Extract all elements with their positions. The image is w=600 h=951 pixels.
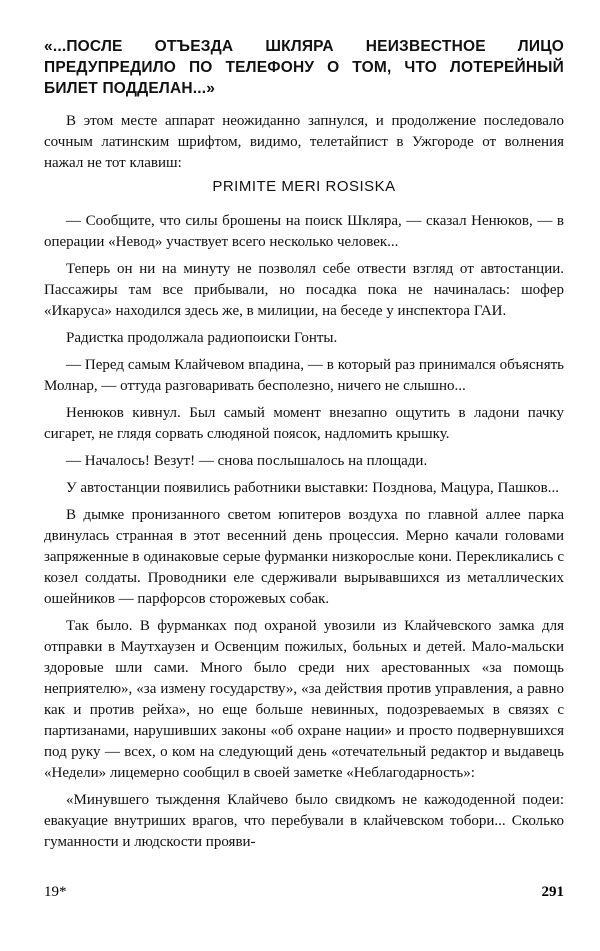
page-footer	[44, 884, 564, 908]
paragraph-7: — Началось! Везут! — снова послышалось на площади.	[66, 453, 428, 469]
paragraph-6: Ненюков кивнул. Был самый момент внезапно ощутить в ладони пачку сигарет, не глядя сорвать слюдяной поясок, надломить крышку.	[44, 405, 564, 442]
paragraph-1: В этом месте аппарат неожиданно запнулся, и продолжение последовало сочным латинским шрифтом, видимо, телетайпист в Ужгороде от волнения нажал не тот клавиш:	[44, 113, 564, 171]
paragraph-9: В дымке пронизанного светом юпитеров воздуха по главной аллее парка двинулась странная в этот весенний день процессия. Мерно качали головами запряженные в одинаковые серые фурманки низкорослые кони. Перекликались с козел солдаты. Проводники еле сдерживали вырывавшихся из металлических ошейников — парфорсов сторожевых собак.	[44, 507, 564, 607]
paragraph-8: У автостанции появились работники выставки: Позднова, Мацура, Пашков...	[66, 480, 559, 496]
paragraph-2: — Сообщите, что силы брошены на поиск Шкляра, — сказал Ненюков, — в операции «Невод» участвует всего несколько человек...	[44, 213, 564, 250]
teletype-line: PRIMITE MERI ROSISKA	[212, 178, 396, 195]
paragraph-11: «Минувшего тыждення Клайчево было свидкомъ не кажододенной подеи: евакуацие внутриших врагов, что перебували в клайчевском тобори... Сколько гуманности и людскости прояви-	[44, 792, 564, 850]
paragraph-5: — Перед самым Клайчевом впадина, — в который раз принимался объяснять Молнар, — оттуда разговаривать бесполезно, ничего не слышно...	[44, 357, 564, 394]
signature-mark: 19*	[44, 884, 67, 900]
paragraph-4: Радистка продолжала радиопоиски Гонты.	[66, 330, 338, 346]
page-body	[44, 36, 564, 853]
paragraph-10: Так было. В фурманках под охраной увозили из Клайчевского замка для отправки в Маутхаузен и Освенцим пожилых, больных и детей. Мало-мальски здоровые шли сами. Много было среди них арестованных «за помощь неприятелю», «за измену государству», «за действия против управления, а равно как и против рейха», но еще больше невинных, подозреваемых в связях с партизанами, нарушивших законы «об охране нации» и просто подвернувшихся под руку — всех, о ком на следующий день «отечательный редактор и выдавець «Недели» лицемерно сообщил в своей заметке «Неблагодарность»:	[44, 618, 564, 781]
paragraph-3: Теперь он ни на минуту не позволял себе отвести взгляд от автостанции. Пассажиры там все прибывали, но посадка пока не начиналась: шофер «Икаруса» находился здесь же, в милиции, на беседе у инспектора ГАИ.	[44, 261, 564, 319]
page-number: 291	[541, 884, 564, 900]
telegram-heading: «...ПОСЛЕ ОТЪЕЗДА ШКЛЯРА НЕИЗВЕСТНОЕ ЛИЦО ПРЕДУПРЕДИЛО ПО ТЕЛЕФОНУ О ТОМ, ЧТО ЛОТЕРЕЙНЫЙ БИЛЕТ ПОДДЕЛАН...»	[44, 38, 564, 97]
